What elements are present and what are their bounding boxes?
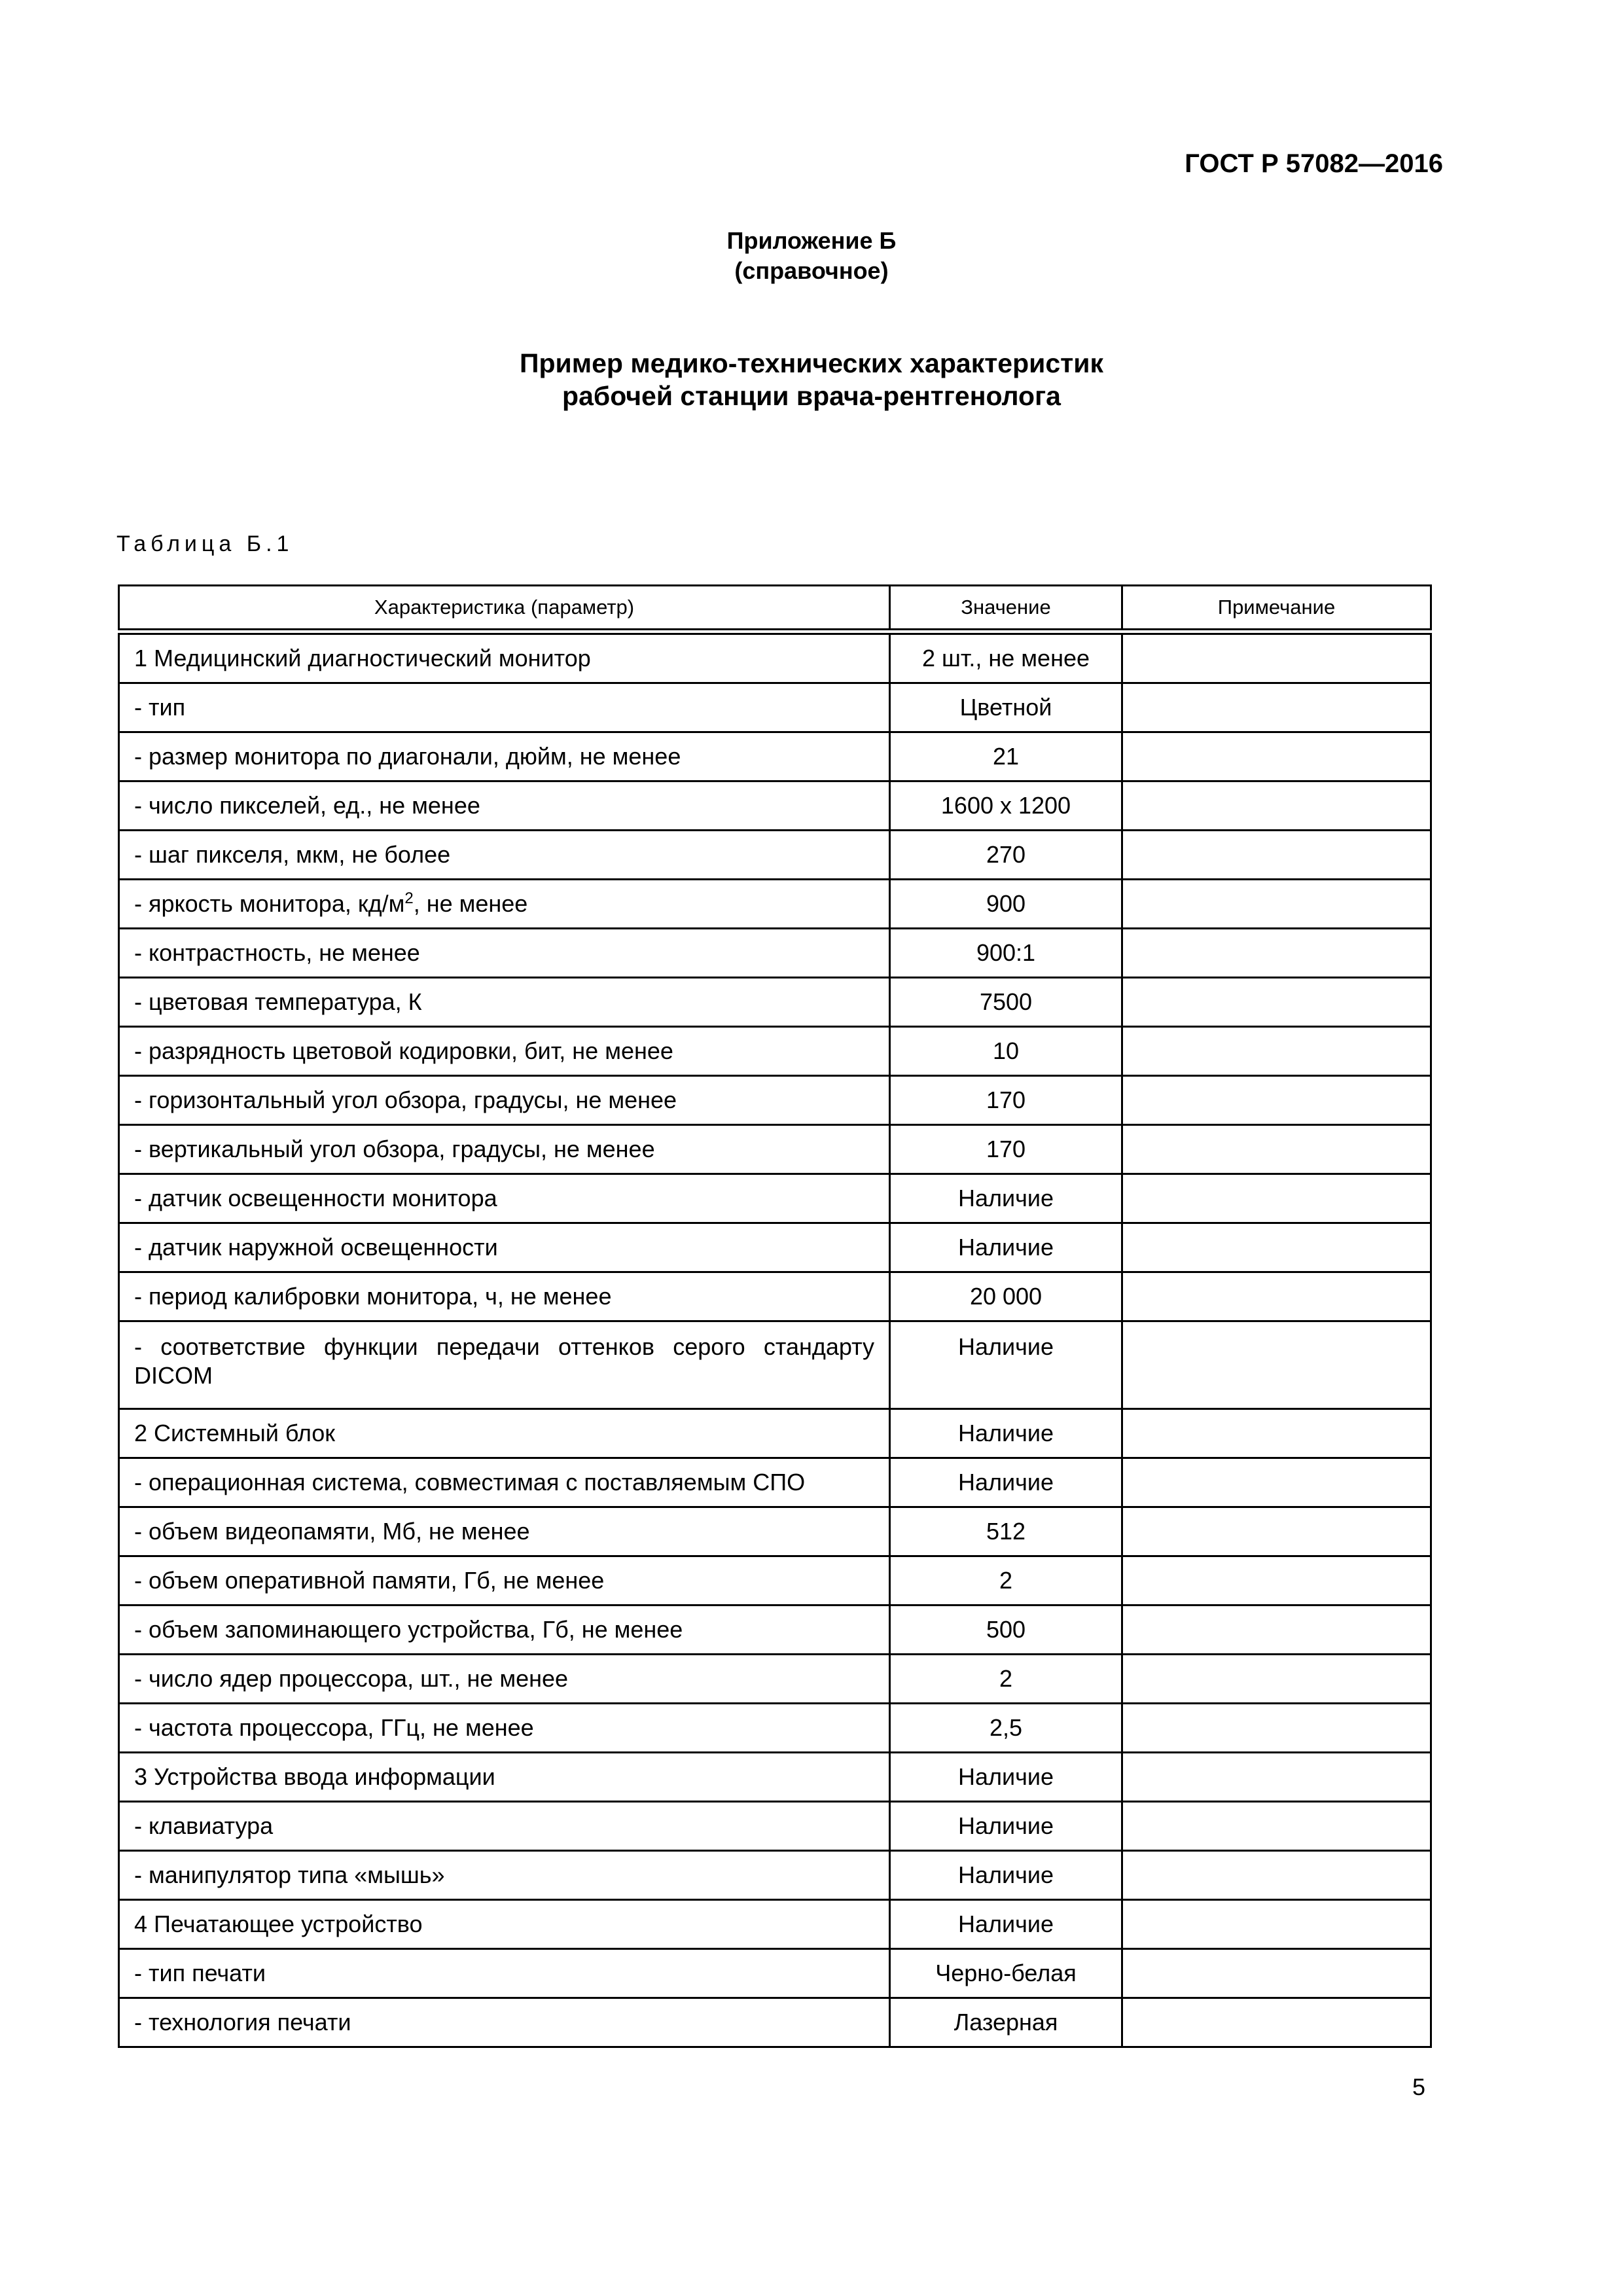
note-cell (1122, 1949, 1431, 1998)
value-cell: Наличие (890, 1458, 1122, 1507)
note-cell (1122, 632, 1431, 683)
table-row (119, 1802, 1431, 1851)
param-cell: - частота процессора, ГГц, не менее (119, 1704, 890, 1753)
param-cell: - контрастность, не менее (119, 929, 890, 978)
note-cell (1122, 1272, 1431, 1321)
value-cell: 170 (890, 1076, 1122, 1125)
param-text: , не менее (413, 890, 528, 917)
note-cell (1122, 683, 1431, 732)
param-cell: - цветовая температура, К (119, 978, 890, 1027)
note-cell (1122, 1900, 1431, 1949)
table-row (119, 781, 1431, 831)
value-cell: 500 (890, 1605, 1122, 1655)
table-row (119, 1556, 1431, 1605)
param-cell: - вертикальный угол обзора, градусы, не менее (119, 1125, 890, 1174)
param-cell: - технология печати (119, 1998, 890, 2047)
note-cell (1122, 1174, 1431, 1223)
note-cell (1122, 1125, 1431, 1174)
table-row (119, 1655, 1431, 1704)
note-cell (1122, 1027, 1431, 1076)
param-cell: - размер монитора по диагонали, дюйм, не менее (119, 732, 890, 781)
table-row (119, 1458, 1431, 1507)
note-cell (1122, 929, 1431, 978)
table-row (119, 1949, 1431, 1998)
value-cell: 2 шт., не менее (890, 632, 1122, 683)
value-cell: Лазерная (890, 1998, 1122, 2047)
value-cell: Черно-белая (890, 1949, 1122, 1998)
value-cell: 1600 x 1200 (890, 781, 1122, 831)
param-cell: - разрядность цветовой кодировки, бит, не менее (119, 1027, 890, 1076)
value-cell: 2,5 (890, 1704, 1122, 1753)
table-row (119, 929, 1431, 978)
table-row (119, 1753, 1431, 1802)
table-row (119, 1851, 1431, 1900)
table-row (119, 632, 1431, 683)
param-cell: - тип печати (119, 1949, 890, 1998)
value-cell: 21 (890, 732, 1122, 781)
note-cell (1122, 1998, 1431, 2047)
table-row (119, 978, 1431, 1027)
note-cell (1122, 978, 1431, 1027)
param-cell: - датчик освещенности монитора (119, 1174, 890, 1223)
note-cell (1122, 732, 1431, 781)
note-cell (1122, 1458, 1431, 1507)
value-cell: 10 (890, 1027, 1122, 1076)
value-cell: Наличие (890, 1321, 1122, 1409)
param-cell: 3 Устройства ввода информации (119, 1753, 890, 1802)
note-cell (1122, 1321, 1431, 1409)
note-cell (1122, 880, 1431, 929)
table-row (119, 1998, 1431, 2047)
value-cell: Наличие (890, 1802, 1122, 1851)
value-cell: Наличие (890, 1851, 1122, 1900)
value-cell: 2 (890, 1655, 1122, 1704)
table-row (119, 831, 1431, 880)
param-cell: - манипулятор типа «мышь» (119, 1851, 890, 1900)
table-row (119, 732, 1431, 781)
param-cell: - операционная система, совместимая с поставляемым СПО (119, 1458, 890, 1507)
note-cell (1122, 781, 1431, 831)
document-code: ГОСТ Р 57082—2016 (1185, 149, 1443, 178)
title-line-2: рабочей станции врача-рентгенолога (562, 381, 1061, 411)
note-cell (1122, 1753, 1431, 1802)
value-cell: Наличие (890, 1409, 1122, 1458)
value-cell: Наличие (890, 1223, 1122, 1272)
note-cell (1122, 1655, 1431, 1704)
table-row (119, 1704, 1431, 1753)
table-row (119, 1076, 1431, 1125)
table-row (119, 1409, 1431, 1458)
param-cell: - соответствие функции передачи оттенков серого стандарту DICOM (119, 1321, 890, 1409)
param-cell: - число ядер процессора, шт., не менее (119, 1655, 890, 1704)
note-cell (1122, 1802, 1431, 1851)
superscript: 2 (404, 889, 414, 907)
param-cell: - период калибровки монитора, ч, не менее (119, 1272, 890, 1321)
table-row (119, 880, 1431, 929)
table-row (119, 1900, 1431, 1949)
page-number: 5 (1412, 2073, 1426, 2100)
table-row (119, 1321, 1431, 1409)
note-cell (1122, 1556, 1431, 1605)
value-cell: 2 (890, 1556, 1122, 1605)
value-cell: 20 000 (890, 1272, 1122, 1321)
table-row (119, 1507, 1431, 1556)
param-cell: - шаг пикселя, мкм, не более (119, 831, 890, 880)
value-cell: Наличие (890, 1900, 1122, 1949)
param-cell (119, 880, 890, 929)
column-header-parameter: Характеристика (параметр) (119, 586, 890, 632)
note-cell (1122, 1507, 1431, 1556)
param-cell: - тип (119, 683, 890, 732)
value-cell: Цветной (890, 683, 1122, 732)
param-cell: - клавиатура (119, 1802, 890, 1851)
value-cell: Наличие (890, 1753, 1122, 1802)
table-row (119, 1027, 1431, 1076)
table-row (119, 683, 1431, 732)
appendix-label: Приложение Б (726, 227, 897, 254)
title-line-1: Пример медико-технических характеристик (520, 348, 1103, 378)
param-cell: 4 Печатающее устройство (119, 1900, 890, 1949)
column-header-note: Примечание (1122, 586, 1431, 632)
note-cell (1122, 1605, 1431, 1655)
value-cell: 7500 (890, 978, 1122, 1027)
note-cell (1122, 1704, 1431, 1753)
page-title (0, 347, 1623, 412)
table-header-row (119, 586, 1431, 632)
table-row (119, 1174, 1431, 1223)
param-text: - яркость монитора, кд/м (134, 890, 405, 917)
param-cell: 2 Системный блок (119, 1409, 890, 1458)
note-cell (1122, 1851, 1431, 1900)
param-cell: - объем видеопамяти, Мб, не менее (119, 1507, 890, 1556)
table-row (119, 1605, 1431, 1655)
value-cell: Наличие (890, 1174, 1122, 1223)
value-cell: 512 (890, 1507, 1122, 1556)
value-cell: 900 (890, 880, 1122, 929)
param-cell: - объем оперативной памяти, Гб, не менее (119, 1556, 890, 1605)
note-cell (1122, 831, 1431, 880)
note-cell (1122, 1409, 1431, 1458)
note-cell (1122, 1223, 1431, 1272)
table-label: Таблица Б.1 (116, 531, 294, 556)
param-cell: 1 Медицинский диагностический монитор (119, 632, 890, 683)
value-cell: 170 (890, 1125, 1122, 1174)
value-cell: 900:1 (890, 929, 1122, 978)
column-header-value: Значение (890, 586, 1122, 632)
param-cell: - число пикселей, ед., не менее (119, 781, 890, 831)
table-row (119, 1125, 1431, 1174)
appendix-type: (справочное) (734, 257, 889, 284)
table-row (119, 1272, 1431, 1321)
appendix-heading (0, 226, 1623, 286)
param-cell: - горизонтальный угол обзора, градусы, не менее (119, 1076, 890, 1125)
param-cell: - датчик наружной освещенности (119, 1223, 890, 1272)
table-row (119, 1223, 1431, 1272)
param-cell: - объем запоминающего устройства, Гб, не менее (119, 1605, 890, 1655)
note-cell (1122, 1076, 1431, 1125)
value-cell: 270 (890, 831, 1122, 880)
spec-table (118, 584, 1432, 2048)
